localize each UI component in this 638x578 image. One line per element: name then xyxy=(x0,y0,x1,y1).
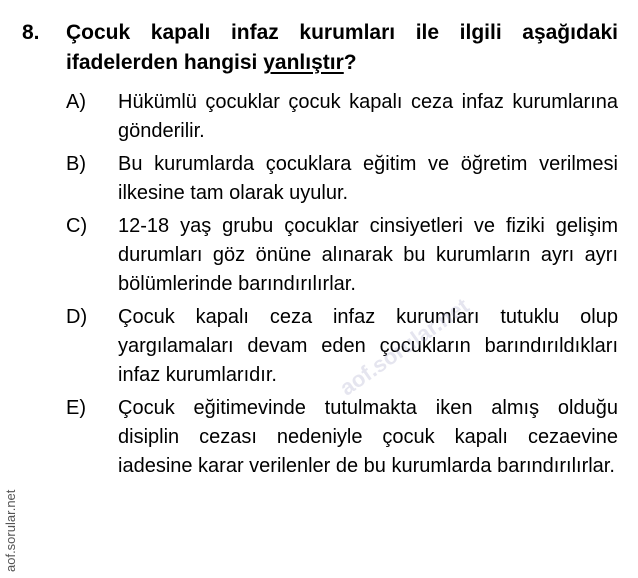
side-watermark: aof.sorular.net xyxy=(3,489,18,572)
option-text: Bu kurumlarda çocuklara eğitim ve öğretim verilmesi ilkesine tam olarak uyulur. xyxy=(118,153,618,204)
question-text-before: Çocuk kapalı infaz kurumları ile ilgili aşağıdaki ifadelerden hangisi xyxy=(66,21,618,74)
option-letter: D) xyxy=(66,306,88,328)
option-b[interactable] xyxy=(66,150,618,208)
question-text-after: ? xyxy=(343,51,357,74)
question-emphasis: yanlıştır xyxy=(263,51,344,74)
option-c[interactable] xyxy=(66,212,618,299)
option-text: Çocuk kapalı ceza infaz kurumları tutuklu olup yargılamaları devam eden çocukların barındırıldıkları infaz kurumlarıdır. xyxy=(118,306,618,386)
option-a[interactable] xyxy=(66,88,618,146)
options-list xyxy=(22,88,618,481)
question-text xyxy=(66,18,618,78)
question-block xyxy=(22,18,618,485)
question-header xyxy=(22,18,618,78)
option-letter: E) xyxy=(66,397,86,419)
option-letter: B) xyxy=(66,153,86,175)
option-letter: C) xyxy=(66,215,88,237)
option-e[interactable] xyxy=(66,394,618,481)
option-d[interactable] xyxy=(66,303,618,390)
diagonal-watermark: aof.sorular.net xyxy=(335,293,474,401)
option-text: Hükümlü çocuklar çocuk kapalı ceza infaz kurumlarına gönderilir. xyxy=(118,91,618,142)
option-letter: A) xyxy=(66,91,86,113)
option-text: Çocuk eğitimevinde tutulmakta iken almış olduğu disiplin cezası nedeniyle çocuk kapalı cezaevine iadesine karar verilenler de bu kurumlarda barındırılırlar. xyxy=(118,397,618,477)
question-number: 8. xyxy=(22,21,40,44)
option-text: 12-18 yaş grubu çocuklar cinsiyetleri ve fiziki gelişim durumları göz önüne alınarak bu kurumların ayrı ayrı bölümlerinde barındırılırlar. xyxy=(118,215,618,295)
